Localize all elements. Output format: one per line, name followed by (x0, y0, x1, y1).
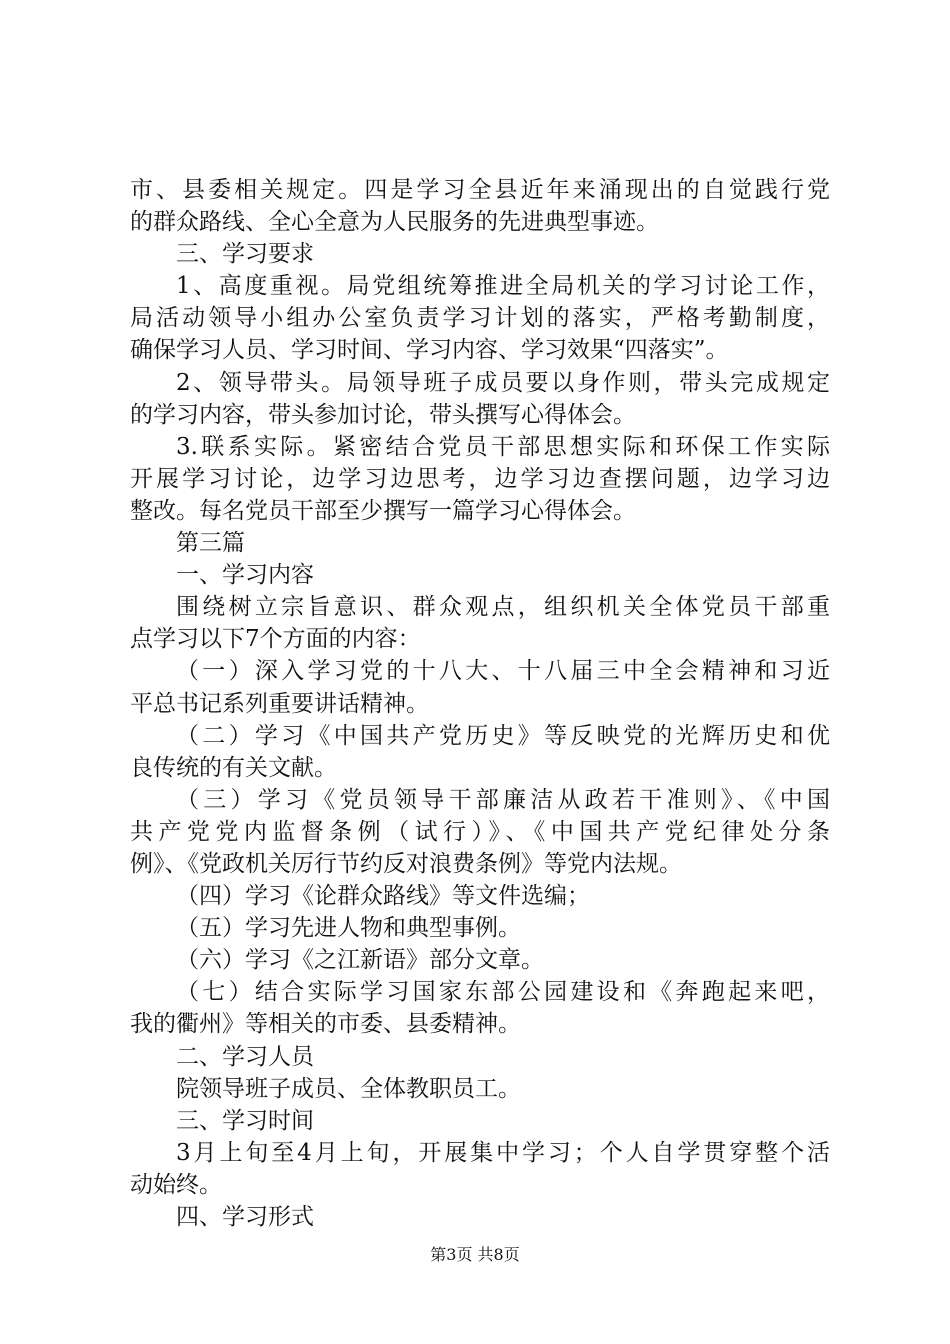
text-line: 2、领导带头。局领导班子成员要以身作则，带头完成规定 (176, 369, 830, 396)
page-footer: 第3页 共8页 (430, 1245, 520, 1264)
text-line: 共产党党内监督条例（试行）》、《中国共产党纪律处分条 (130, 818, 830, 845)
text-line: （七）结合实际学习国家东部公园建设和《奔跑起来吧， (176, 979, 830, 1006)
text-line: 二、学习人员 (176, 1043, 314, 1070)
text-line: （六）学习《之江新语》部分文章。 (176, 947, 544, 974)
text-line: 1、高度重视。局党组统筹推进全局机关的学习讨论工作， (176, 273, 830, 300)
text-line: （一）深入学习党的十八大、十八届三中全会精神和习近 (176, 658, 830, 685)
text-line: 3月上旬至4月上旬，开展集中学习；个人自学贯穿整个活 (176, 1139, 830, 1166)
text-line: 动始终。 (130, 1171, 222, 1198)
text-line: （四）学习《论群众路线》等文件选编； (176, 883, 590, 910)
text-line: 三、学习时间 (176, 1107, 314, 1134)
text-line: （三）学习《党员领导干部廉洁从政若干准则》、《中国 (176, 786, 830, 813)
text-line: 围绕树立宗旨意识、群众观点，组织机关全体党员干部重 (176, 594, 830, 621)
text-line: 三、学习要求 (176, 241, 314, 268)
text-line: 局活动领导小组办公室负责学习计划的落实，严格考勤制度， (130, 305, 830, 332)
text-line: 我的衢州》等相关的市委、县委精神。 (130, 1011, 521, 1038)
text-line: 良传统的有关文献。 (130, 754, 337, 781)
text-line: 四、学习形式 (176, 1204, 314, 1230)
text-line: 确保学习人员、学习时间、学习内容、学习效果“四落实”。 (130, 337, 729, 364)
text-line: 院领导班子成员、全体教职员工。 (176, 1075, 521, 1102)
text-line: 例》、《党政机关厉行节约反对浪费条例》等党内法规。 (130, 850, 682, 877)
text-line: （五）学习先进人物和典型事例。 (176, 915, 521, 942)
text-line: 平总书记系列重要讲话精神。 (130, 690, 429, 717)
text-line: 第三篇 (176, 530, 245, 557)
text-line: 开展学习讨论，边学习边思考，边学习边查摆问题，边学习边 (130, 465, 830, 492)
text-line: 点学习以下7个方面的内容： (130, 626, 421, 653)
text-line: 整改。每名党员干部至少撰写一篇学习心得体会。 (130, 497, 636, 524)
text-line: 的学习内容，带头参加讨论，带头撰写心得体会。 (130, 401, 636, 428)
text-line: 一、学习内容 (176, 562, 314, 589)
text-line: 3.联系实际。紧密结合党员干部思想实际和环保工作实际 (176, 433, 830, 460)
text-line: （二）学习《中国共产党历史》等反映党的光辉历史和优 (176, 722, 830, 749)
document-body (130, 174, 830, 1233)
text-line: 市、县委相关规定。四是学习全县近年来涌现出的自觉践行党 (130, 177, 830, 203)
text-line: 的群众路线、全心全意为人民服务的先进典型事迹。 (130, 209, 659, 236)
